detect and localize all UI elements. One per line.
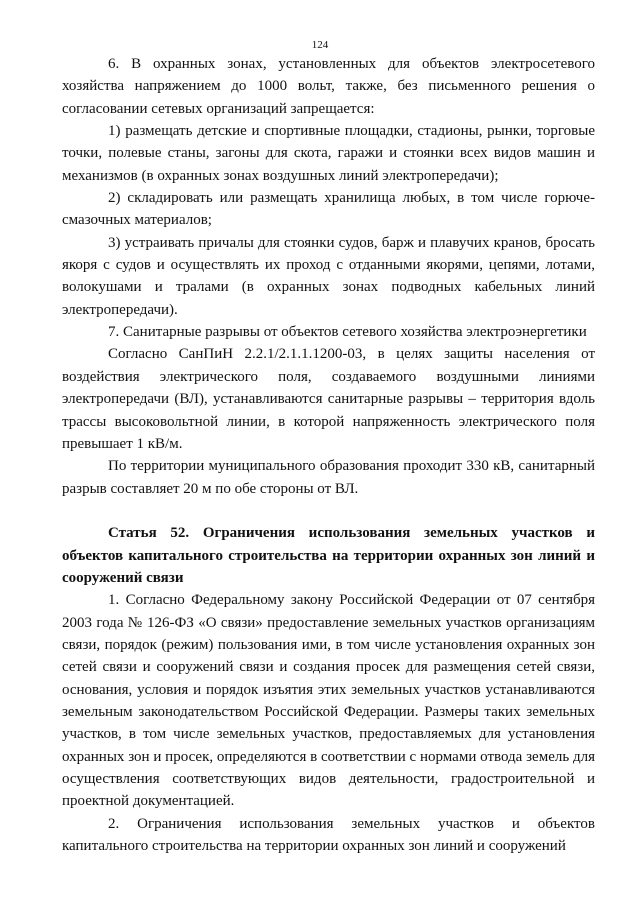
article-paragraph-1: 1. Согласно Федеральному закону Российской Федерации от 07 сентября 2003 года № 126-ФЗ «О связи» предоставление земельных участков организациям связи, порядок (режим) пользования ими, в том числе установления охранных зон сетей связи и сооружений связи и создания просек для размещения сетей связи, основания, условия и порядок изъятия этих земельных участков устанавливаются земельным законодательством Российской Федерации. Размеры таких земельных участков, в том числе земельных участков, предоставляемых для установления охранных зон и просек, определяются в соответствии с нормами отвода земель для осуществления соответствующих видов деятельности, градостроительной и проектной документацией. [62, 592, 595, 810]
paragraph-sanpin: Согласно СанПиН 2.2.1/2.1.1.1200-03, в целях защиты населения от воздействия электрического поля, создаваемого воздушными линиями электропередачи (ВЛ), устанавливаются санитарные разрывы – территория вдоль трассы высоковольтной линии, в которой напряженность электрического поля превышает 1 кВ/м. [62, 346, 595, 452]
paragraph-item-6: 6. В охранных зонах, установленных для объектов электросетевого хозяйства напряжением до 1000 вольт, также, без письменного решения о согласовании сетевых организаций запрещается: [62, 56, 595, 117]
paragraph-territory: По территории муниципального образования проходит 330 кВ, санитарный разрыв составляет 20 м по обе стороны от ВЛ. [62, 458, 595, 497]
section-heading-7: 7. Санитарные разрывы от объектов сетевого хозяйства электроэнергетики [108, 324, 587, 341]
page-number: 124 [311, 39, 329, 51]
article-title: Статья 52. Ограничения использования земельных участков и объектов капитального строительства на территории охранных зон линий и сооружений связи [62, 525, 595, 586]
paragraph-subitem-1: 1) размещать детские и спортивные площадки, стадионы, рынки, торговые точки, полевые станы, загоны для скота, гаражи и стоянки всех видов машин и механизмов (в охранных зонах воздушных линий электропередачи); [62, 123, 595, 184]
document-body [62, 53, 595, 857]
article-paragraph-2: 2. Ограничения использования земельных участков и объектов капитального строительства на территории охранных зон линий и сооружений [62, 815, 595, 855]
paragraph-subitem-3: 3) устраивать причалы для стоянки судов, барж и плавучих кранов, бросать якоря с судов и осуществлять их проход с отданными якорями, цепями, лотами, волокушами и тралами (в охранных зонах подводных кабельных линий электропередачи). [62, 234, 595, 318]
blank-line [62, 500, 595, 522]
paragraph-subitem-2: 2) складировать или размещать хранилища любых, в том числе горюче-смазочных материалов; [62, 190, 595, 229]
